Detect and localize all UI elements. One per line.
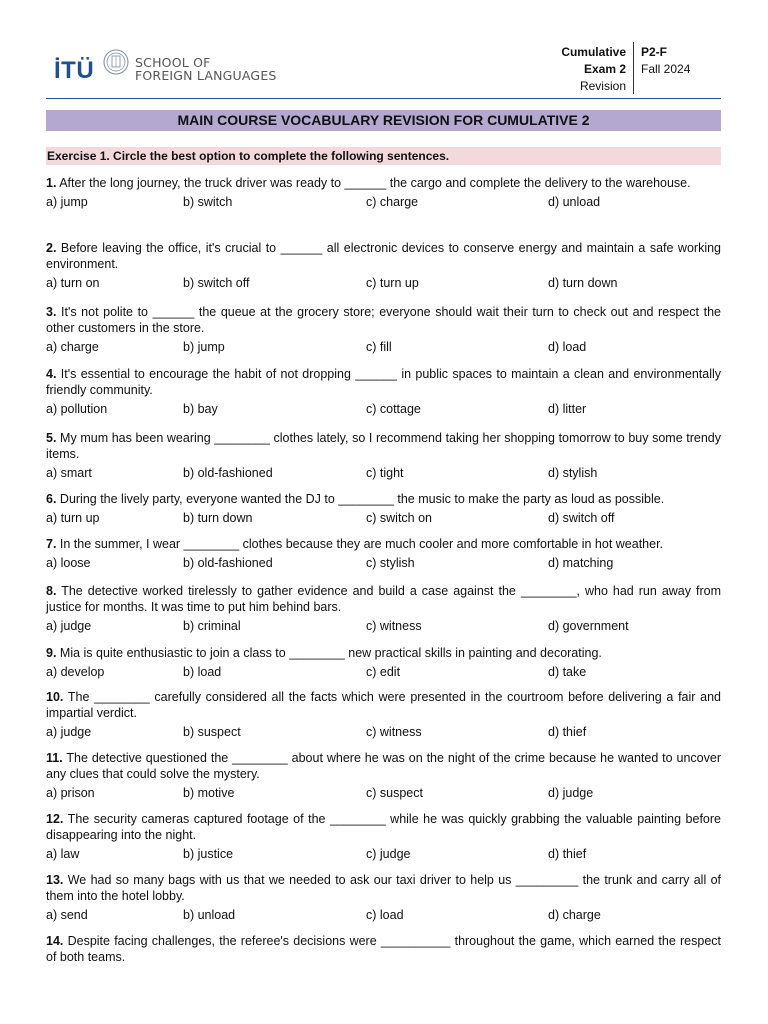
school-name	[135, 56, 277, 82]
answer-option-a[interactable]: a) pollution	[46, 402, 108, 416]
answer-option-a[interactable]: a) law	[46, 847, 80, 861]
question-number: 1.	[46, 176, 57, 190]
answer-option-a[interactable]: a) charge	[46, 340, 99, 354]
question-number: 12.	[46, 812, 64, 826]
exam-term: Fall 2024	[641, 62, 691, 76]
question-sentence: In the summer, I wear ________ clothes because they are much cooler and more comfortable in hot weather.	[56, 537, 664, 551]
exam-label-line2: Exam 2	[583, 62, 626, 76]
exam-label	[561, 44, 626, 95]
answer-option-c[interactable]: c) witness	[366, 619, 422, 633]
answer-options	[46, 618, 721, 634]
question-text	[46, 304, 721, 336]
exam-code: P2-F	[641, 45, 668, 59]
question-text	[46, 240, 721, 272]
answer-options	[46, 724, 721, 740]
question-text	[46, 430, 721, 462]
question-sentence: The detective worked tirelessly to gather evidence and build a case against the ________, who had run away from justice for months. It was time to put him behind bars.	[46, 584, 721, 614]
question-item	[46, 430, 721, 481]
school-name-line1: SCHOOL OF	[135, 55, 211, 70]
page-header	[0, 0, 768, 100]
question-item	[46, 645, 721, 680]
question-item	[46, 583, 721, 634]
answer-option-c[interactable]: c) stylish	[366, 556, 415, 570]
header-rule	[46, 98, 721, 99]
exam-code-block	[641, 44, 690, 78]
answer-option-d[interactable]: d) unload	[548, 195, 601, 209]
answer-option-a[interactable]: a) judge	[46, 619, 92, 633]
answer-options	[46, 510, 721, 526]
question-item	[46, 811, 721, 862]
question-number: 5.	[46, 431, 57, 445]
answer-option-d[interactable]: d) switch off	[548, 511, 615, 525]
question-item	[46, 175, 721, 210]
answer-option-b[interactable]: b) load	[183, 665, 222, 679]
answer-option-d[interactable]: d) take	[548, 665, 587, 679]
answer-option-b[interactable]: b) turn down	[183, 511, 253, 525]
answer-options	[46, 194, 721, 210]
question-text	[46, 645, 721, 661]
answer-option-b[interactable]: b) motive	[183, 786, 235, 800]
answer-option-b[interactable]: b) bay	[183, 402, 218, 416]
answer-option-a[interactable]: a) jump	[46, 195, 88, 209]
answer-option-b[interactable]: b) switch off	[183, 276, 250, 290]
itu-logo: İTÜ	[54, 57, 95, 84]
question-item	[46, 689, 721, 740]
question-item	[46, 304, 721, 355]
answer-option-c[interactable]: c) tight	[366, 466, 404, 480]
answer-option-a[interactable]: a) send	[46, 908, 88, 922]
answer-option-c[interactable]: c) suspect	[366, 786, 423, 800]
answer-option-d[interactable]: d) thief	[548, 725, 587, 739]
question-text	[46, 689, 721, 721]
question-number: 2.	[46, 241, 57, 255]
answer-option-d[interactable]: d) charge	[548, 908, 601, 922]
question-number: 7.	[46, 537, 57, 551]
question-sentence: The security cameras captured footage of the ________ while he was quickly grabbing the valuable painting before disappearing into the night.	[46, 812, 721, 842]
question-text	[46, 750, 721, 782]
question-number: 10.	[46, 690, 64, 704]
answer-option-a[interactable]: a) smart	[46, 466, 92, 480]
answer-option-b[interactable]: b) criminal	[183, 619, 241, 633]
question-number: 6.	[46, 492, 57, 506]
university-seal-icon	[103, 45, 129, 79]
answer-option-d[interactable]: d) load	[548, 340, 587, 354]
answer-options	[46, 664, 721, 680]
answer-option-d[interactable]: d) litter	[548, 402, 587, 416]
question-sentence: Mia is quite enthusiastic to join a class to ________ new practical skills in painting and decorating.	[56, 646, 602, 660]
question-text	[46, 933, 721, 965]
answer-options	[46, 339, 721, 355]
question-text	[46, 366, 721, 398]
answer-option-b[interactable]: b) jump	[183, 340, 225, 354]
answer-option-c[interactable]: c) switch on	[366, 511, 432, 525]
answer-options	[46, 275, 721, 291]
exercise-instruction	[46, 147, 721, 165]
question-text	[46, 536, 721, 552]
question-number: 4.	[46, 367, 57, 381]
answer-option-b[interactable]: b) justice	[183, 847, 234, 861]
question-sentence: My mum has been wearing ________ clothes lately, so I recommend taking her shopping tomorrow to buy some trendy items.	[46, 431, 721, 461]
answer-options	[46, 785, 721, 801]
question-text	[46, 491, 721, 507]
question-text	[46, 583, 721, 615]
question-number: 14.	[46, 934, 64, 948]
question-item	[46, 536, 721, 571]
answer-option-d[interactable]: d) stylish	[548, 466, 598, 480]
question-sentence: The ________ carefully considered all the facts which were presented in the courtroom before delivering a fair and impartial verdict.	[46, 690, 721, 720]
answer-option-d[interactable]: d) judge	[548, 786, 594, 800]
answer-options	[46, 401, 721, 417]
answer-option-d[interactable]: d) government	[548, 619, 629, 633]
answer-options	[46, 465, 721, 481]
question-item	[46, 872, 721, 923]
question-item	[46, 933, 721, 965]
exam-label-line1: Cumulative	[561, 45, 626, 59]
exam-label-line3: Revision	[579, 79, 626, 93]
question-number: 13.	[46, 873, 64, 887]
answer-option-a[interactable]: a) loose	[46, 556, 91, 570]
question-sentence: It's not polite to ______ the queue at the grocery store; everyone should wait their turn to check out and respect the other customers in the store.	[46, 305, 721, 335]
answer-option-a[interactable]: a) turn up	[46, 511, 100, 525]
answer-option-c[interactable]: c) fill	[366, 340, 392, 354]
question-item	[46, 366, 721, 417]
answer-option-a[interactable]: a) prison	[46, 786, 95, 800]
answer-option-d[interactable]: d) turn down	[548, 276, 618, 290]
question-item	[46, 491, 721, 526]
answer-option-a[interactable]: a) turn on	[46, 276, 100, 290]
answer-option-b[interactable]: b) unload	[183, 908, 236, 922]
question-number: 11.	[46, 751, 63, 765]
question-number: 3.	[46, 305, 57, 319]
answer-option-a[interactable]: a) judge	[46, 725, 92, 739]
answer-option-b[interactable]: b) old-fashioned	[183, 466, 273, 480]
answer-option-b[interactable]: b) suspect	[183, 725, 241, 739]
question-item	[46, 750, 721, 801]
question-item	[46, 240, 721, 291]
page-title: MAIN COURSE VOCABULARY REVISION FOR CUMULATIVE 2	[46, 110, 721, 131]
answer-options	[46, 555, 721, 571]
question-number: 9.	[46, 646, 57, 660]
answer-option-c[interactable]: c) witness	[366, 725, 422, 739]
school-name-line2: FOREIGN LANGUAGES	[135, 68, 277, 83]
question-sentence: The detective questioned the ________ about where he was on the night of the crime because he wanted to uncover any clues that could solve the mystery.	[46, 751, 721, 781]
answer-options	[46, 907, 721, 923]
answer-option-c[interactable]: c) charge	[366, 195, 419, 209]
question-sentence: Before leaving the office, it's crucial to ______ all electronic devices to conserve energy and maintain a safe working environment.	[46, 241, 721, 271]
answer-options	[46, 846, 721, 862]
question-sentence: Despite facing challenges, the referee's decisions were __________ throughout the game, which earned the respect of both teams.	[46, 934, 721, 964]
answer-option-c[interactable]: c) edit	[366, 665, 401, 679]
header-divider	[633, 42, 634, 94]
exercise-instruction-text: Exercise 1. Circle the best option to complete the following sentences.	[47, 149, 450, 163]
question-number: 8.	[46, 584, 57, 598]
answer-option-c[interactable]: c) judge	[366, 847, 411, 861]
answer-option-d[interactable]: d) thief	[548, 847, 587, 861]
answer-option-b[interactable]: b) old-fashioned	[183, 556, 273, 570]
question-text	[46, 175, 721, 191]
answer-option-c[interactable]: c) turn up	[366, 276, 419, 290]
answer-option-c[interactable]: c) cottage	[366, 402, 421, 416]
question-sentence: We had so many bags with us that we needed to ask our taxi driver to help us _________ the trunk and carry all of them into the hotel lobby.	[46, 873, 721, 903]
answer-option-c[interactable]: c) load	[366, 908, 404, 922]
answer-option-d[interactable]: d) matching	[548, 556, 614, 570]
question-sentence: After the long journey, the truck driver was ready to ______ the cargo and complete the delivery to the warehouse.	[56, 176, 691, 190]
answer-option-b[interactable]: b) switch	[183, 195, 233, 209]
question-text	[46, 811, 721, 843]
answer-option-a[interactable]: a) develop	[46, 665, 105, 679]
question-text	[46, 872, 721, 904]
question-sentence: It's essential to encourage the habit of not dropping ______ in public spaces to maintain a clean and environmentally friendly community.	[46, 367, 721, 397]
question-sentence: During the lively party, everyone wanted the DJ to ________ the music to make the party as loud as possible.	[56, 492, 665, 506]
